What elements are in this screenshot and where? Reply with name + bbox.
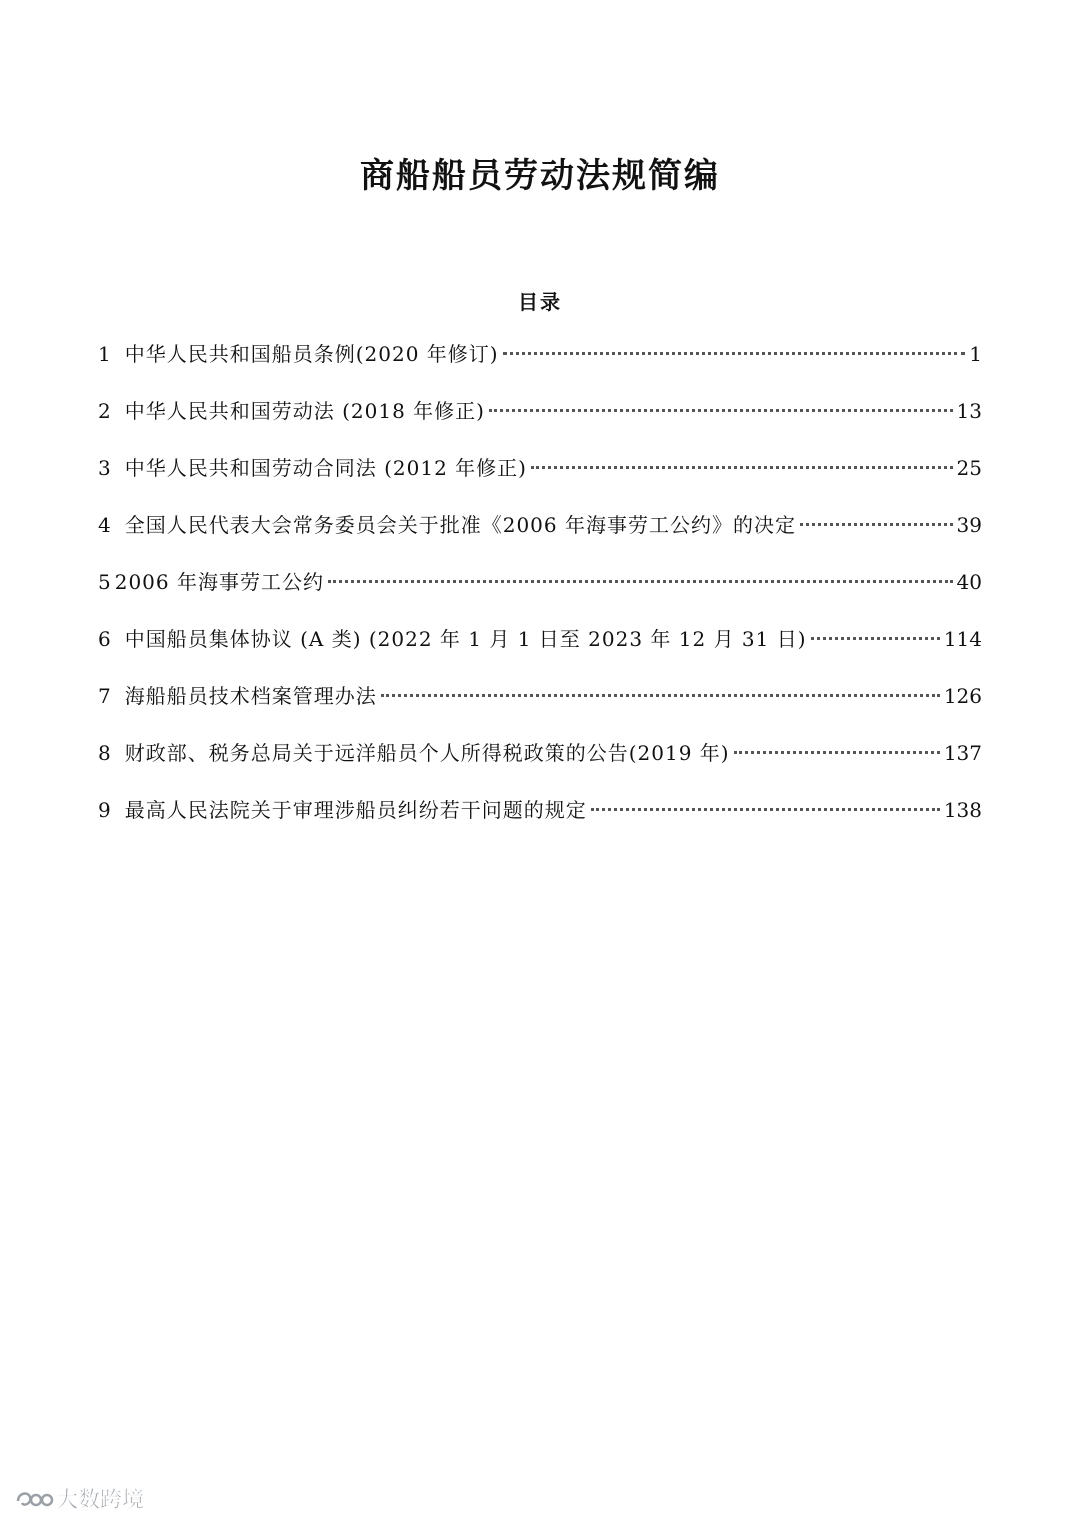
toc-entry-page: 1 [969,342,982,366]
toc-entry-page: 138 [943,798,982,822]
toc-entry-title: 全国人民代表大会常务委员会关于批准《2006 年海事劳工公约》的决定 [124,513,796,537]
toc-entry-page: 13 [956,399,982,423]
dot-leader [734,751,940,754]
dot-leader [531,466,953,469]
toc-entry-number: 2 [98,399,111,423]
toc-entry-title: 中华人民共和国劳动法 (2018 年修正) [124,399,485,423]
toc-entry-page: 40 [956,570,982,594]
toc-entry-title: 2006 年海事劳工公约 [114,570,324,594]
toc-entry[interactable] [98,566,982,623]
toc-entry-number: 1 [98,342,111,366]
toc-entry-title: 中国船员集体协议 (A 类) (2022 年 1 月 1 日至 2023 年 12 月 31 日) [124,627,807,651]
toc-entry[interactable] [98,737,982,794]
toc-entry[interactable] [98,794,982,851]
toc-entry-number: 4 [98,513,111,537]
toc-entry-number: 5 [98,570,111,594]
toc-entry[interactable] [98,395,982,452]
toc-entry[interactable] [98,623,982,680]
toc-entry[interactable] [98,338,982,395]
dot-leader [381,694,940,697]
toc-heading: 目录 [518,290,562,314]
brand-logo-icon [14,1487,54,1513]
dot-leader [811,637,940,640]
dot-leader [328,580,953,583]
dot-leader [489,409,953,412]
toc-entry-title: 财政部、税务总局关于远洋船员个人所得税政策的公告(2019 年) [124,741,730,765]
document-title: 商船船员劳动法规简编 [360,156,720,196]
toc-entry-page: 137 [943,741,982,765]
watermark-label [54,1485,174,1515]
dot-leader [503,352,966,355]
toc-entry-page: 126 [943,684,982,708]
toc-entry-number: 6 [98,627,111,651]
toc-entry[interactable] [98,509,982,566]
toc-entry-title: 最高人民法院关于审理涉船员纠纷若干问题的规定 [124,798,587,822]
dot-leader [800,523,953,526]
toc-entry-title: 中华人民共和国船员条例(2020 年修订) [124,342,499,366]
watermark [14,1485,174,1515]
toc-entry-title: 海船船员技术档案管理办法 [124,684,377,708]
toc-entry-number: 3 [98,456,111,480]
toc-entry-number: 8 [98,741,111,765]
toc-entry-page: 39 [956,513,982,537]
toc-entry[interactable] [98,680,982,737]
toc-entry[interactable] [98,452,982,509]
toc-entry-page: 114 [943,627,982,651]
svg-text:大数跨境: 大数跨境 [56,1488,145,1513]
toc-entry-number: 9 [98,798,111,822]
table-of-contents [98,338,982,851]
toc-entry-page: 25 [956,456,982,480]
toc-entry-title: 中华人民共和国劳动合同法 (2012 年修正) [124,456,527,480]
dot-leader [591,808,940,811]
toc-entry-number: 7 [98,684,111,708]
